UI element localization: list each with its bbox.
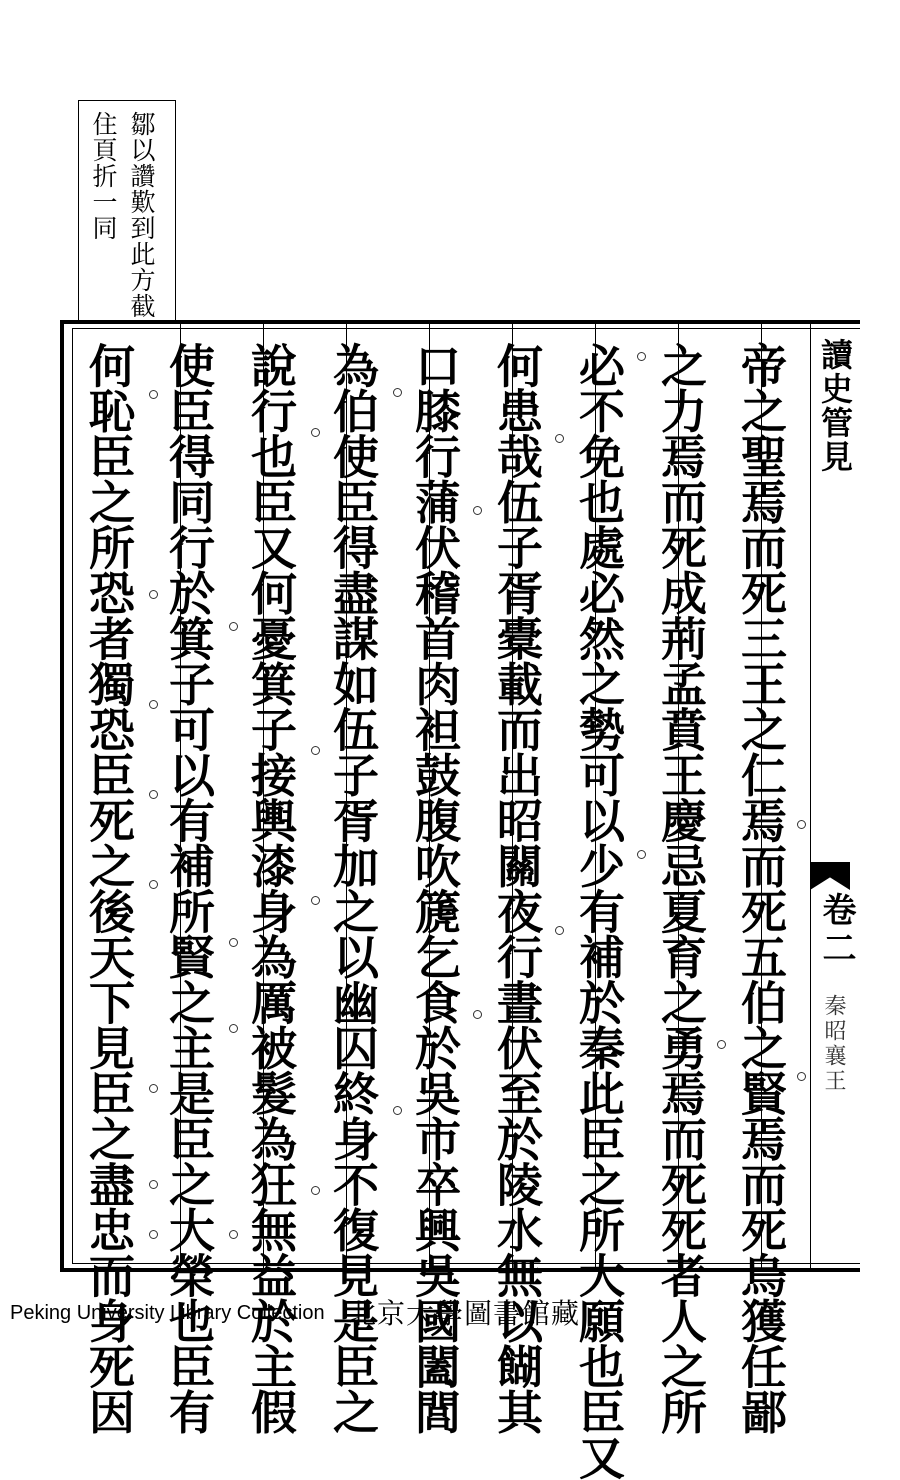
punctuation-circle: [717, 1040, 726, 1049]
punctuation-circle: [311, 746, 320, 755]
punctuation-circle: [149, 1180, 158, 1189]
punctuation-circle: [555, 926, 564, 935]
punctuation-circle: [229, 1024, 238, 1033]
book-title-strip: [806, 326, 854, 1272]
text-column-5: 口膝行蒲伏稽首肉袒鼓腹吹篪乞食於吳市卒興吳國闔閭: [408, 342, 462, 1434]
library-collection-label: Peking University Library Collection: [10, 1302, 325, 1324]
text-column-6: 為伯使臣得盡謀如伍子胥加之以幽囚終身不復見是臣之: [326, 342, 380, 1434]
chapter-subtitle: 秦昭襄王: [821, 994, 846, 1094]
punctuation-circle: [797, 1072, 806, 1081]
punctuation-circle: [393, 388, 402, 397]
punctuation-circle: [149, 590, 158, 599]
punctuation-circle: [311, 428, 320, 437]
punctuation-circle: [229, 938, 238, 947]
punctuation-circle: [393, 1106, 402, 1115]
note-column-2: 住頁折一同: [89, 111, 118, 241]
marginal-note: [78, 100, 176, 322]
punctuation-circle: [637, 352, 646, 361]
punctuation-circle: [555, 434, 564, 443]
text-column-8: 使臣得同行於箕子可以有補所賢之主是臣之大榮也臣有: [162, 342, 216, 1434]
text-column-4: 何患哉伍子胥橐載而出昭關夜行晝伏至於陵水無以餬其: [490, 342, 544, 1434]
book-title: 讀史管見: [816, 338, 854, 474]
punctuation-circle: [797, 820, 806, 829]
punctuation-circle: [311, 1186, 320, 1195]
fish-tail-mark-icon: [810, 862, 850, 890]
punctuation-circle: [473, 1010, 482, 1019]
punctuation-circle: [149, 1084, 158, 1093]
text-column-3: 必不免也處必然之勢可以少有補於秦此臣之所大願也臣又: [572, 342, 626, 1480]
punctuation-circle: [311, 896, 320, 905]
punctuation-circle: [229, 1230, 238, 1239]
punctuation-circle: [149, 790, 158, 799]
volume-label: 卷二: [816, 892, 856, 968]
punctuation-circle: [473, 506, 482, 515]
text-column-1: 帝之聖焉而死三王之仁焉而死五伯之賢焉而死烏獲任鄙: [734, 342, 788, 1434]
note-column-1: 鄒以讚歎到此方截: [127, 111, 156, 319]
text-column-9: 何恥臣之所恐者獨恐臣死之後天下見臣之盡忠而身死因: [82, 342, 136, 1434]
text-column-2: 之力焉而死成荊孟賁王慶忌夏育之勇焉而死死者人之所: [654, 342, 708, 1434]
punctuation-circle: [149, 1230, 158, 1239]
punctuation-circle: [637, 850, 646, 859]
punctuation-circle: [149, 700, 158, 709]
library-collection-label-chinese: 北京大學圖書館藏: [348, 1297, 581, 1330]
punctuation-circle: [149, 880, 158, 889]
punctuation-circle: [149, 390, 158, 399]
text-column-7: 說行也臣又何憂箕子接輿漆身為厲被髮為狂無益於主假: [244, 342, 298, 1434]
punctuation-circle: [229, 622, 238, 631]
